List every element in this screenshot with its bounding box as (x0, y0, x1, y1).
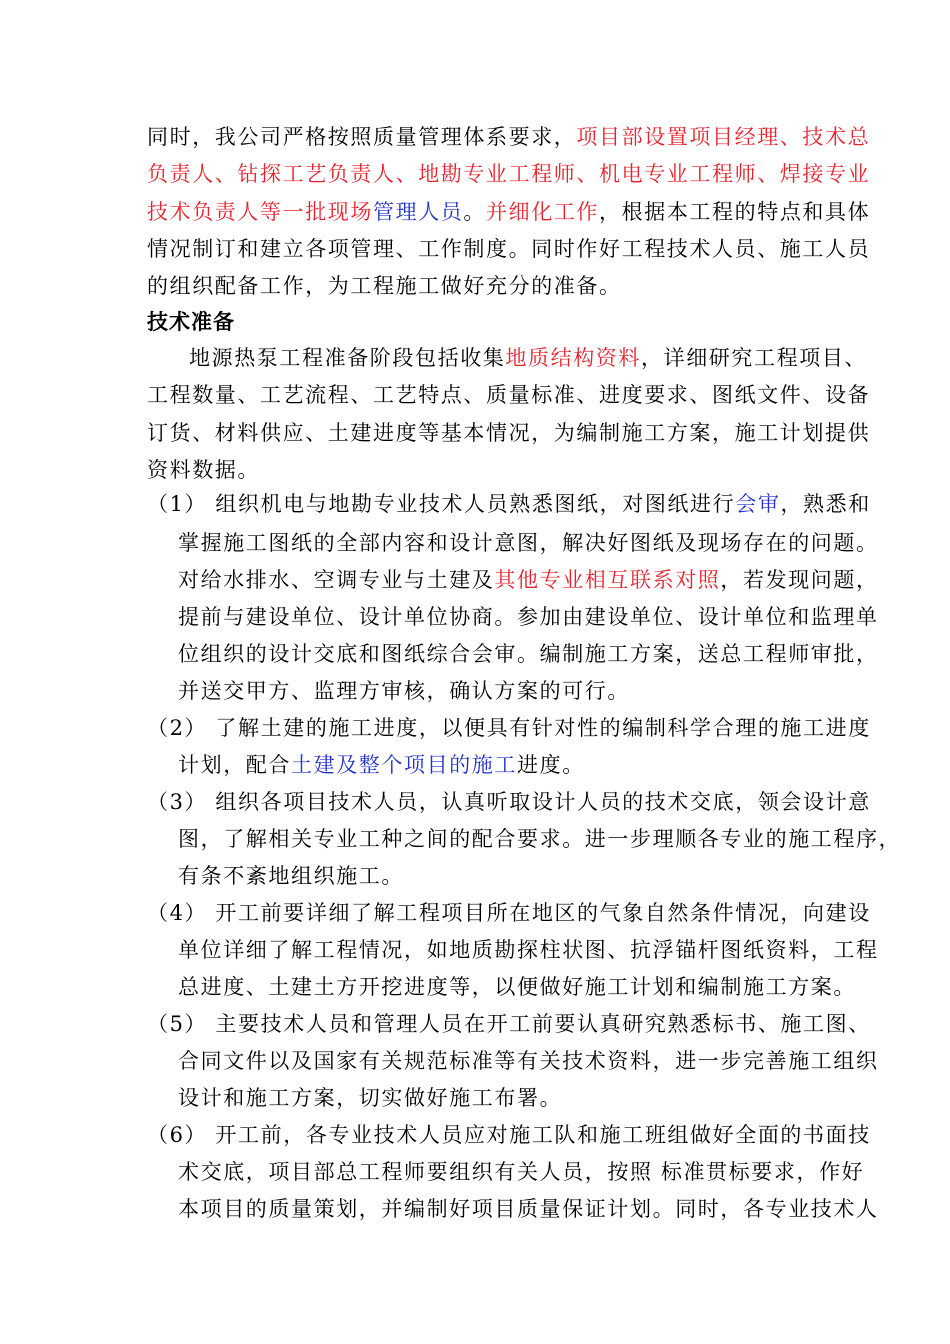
item-1-line-4: 提前与建设单位、设计单位协商。参加由建设单位、设计单位和监理单 (178, 605, 879, 629)
item-5-line-1: （5） 主要技术人员和管理人员在开工前要认真研究熟悉标书、施工图、 (147, 1012, 871, 1036)
item-1-line-1 (147, 491, 871, 517)
tech-text: ，详细研究工程项目、 (641, 346, 868, 370)
tech-line-1 (189, 345, 867, 371)
highlight-red-text: 地质结构资料 (505, 346, 642, 370)
item-5-line-3: 设计和施工方案，切实做好施工布署。 (178, 1086, 563, 1110)
item-text: ，若发现问题， (720, 568, 879, 592)
item-6-line-1: （6） 开工前，各专业技术人员应对施工队和施工班组做好全面的书面技 (147, 1123, 871, 1147)
intro-text: 同时，我公司严格按照质量管理体系要求， (147, 125, 577, 149)
section-heading: 技术准备 (147, 310, 235, 334)
item-3-line-1: （3） 组织各项目技术人员，认真听取设计人员的技术交底，领会设计意 (147, 790, 871, 814)
highlight-blue-text: 会审 (735, 492, 781, 516)
item-2-line-1: （2） 了解土建的施工进度，以便具有针对性的编制科学合理的施工进度 (147, 716, 871, 740)
item-text: （1） 组织机电与地勘专业技术人员熟悉图纸，对图纸进行 (147, 492, 736, 516)
highlight-red-text: 负责人、钻探工艺负责人、地勘专业工程师、机电专业工程师、焊接专业 (147, 162, 871, 186)
item-6-line-3: 本项目的质量策划，并编制好项目质量保证计划。同时，各专业技术人 (178, 1197, 879, 1221)
item-1-line-2: 掌握施工图纸的全部内容和设计意图，解决好图纸及现场存在的问题。 (178, 531, 879, 555)
item-text: ，熟悉和 (780, 492, 871, 516)
highlight-blue-text: 管理人员 (373, 200, 464, 224)
item-text: 计划，配合 (178, 753, 291, 777)
tech-line-2: 工程数量、工艺流程、工艺特点、质量标准、进度要求、图纸文件、设备 (147, 383, 871, 407)
intro-text: ，根据本工程的特点和具体 (599, 200, 871, 224)
intro-line-5: 的组织配备工作，为工程施工做好充分的准备。 (147, 274, 622, 298)
tech-line-4: 资料数据。 (147, 458, 260, 482)
item-1-line-3 (178, 567, 879, 593)
item-1-line-6: 并送交甲方、监理方审核，确认方案的可行。 (178, 679, 630, 703)
highlight-red-text: 并细化工作 (486, 200, 600, 224)
item-5-line-2: 合同文件以及国家有关规范标准等有关技术资料，进一步完善施工组织 (178, 1049, 879, 1073)
highlight-red-text: 项目部设置项目经理、技术总 (576, 125, 871, 149)
item-2-line-2 (178, 752, 585, 778)
item-6-line-2: 术交底，项目部总工程师要组织有关人员，按照 标准贯标要求，作好 (178, 1160, 865, 1184)
intro-text: 。 (463, 200, 487, 224)
highlight-red-text: 技术负责人等一批现场 (147, 200, 373, 224)
highlight-red-text: 其他专业相互联系对照 (494, 568, 721, 592)
intro-line-4: 情况制订和建立各项管理、工作制度。同时作好工程技术人员、施工人员 (147, 237, 871, 261)
item-4-line-2: 单位详细了解工程情况，如地质勘探柱状图、抗浮锚杆图纸资料，工程 (178, 938, 879, 962)
highlight-blue-text: 土建及整个项目的施工 (291, 753, 517, 777)
intro-line-1 (147, 124, 870, 150)
item-1-line-5: 位组织的设计交底和图纸综合会审。编制施工方案，送总工程师审批， (178, 642, 879, 666)
item-4-line-1: （4） 开工前要详细了解工程项目所在地区的气象自然条件情况，向建设 (147, 901, 871, 925)
tech-line-3: 订货、材料供应、土建进度等基本情况，为编制施工方案，施工计划提供 (147, 421, 871, 445)
item-text: 进度。 (517, 753, 585, 777)
intro-line-3 (147, 199, 870, 225)
item-4-line-3: 总进度、土建土方开挖进度等，以便做好施工计划和编制施工方案。 (178, 975, 856, 999)
item-text: 对给水排水、空调专业与土建及 (178, 568, 495, 592)
item-3-line-2: 图，了解相关专业工种之间的配合要求。进一步理顺各专业的施工程序， (178, 827, 902, 851)
intro-line-2 (147, 161, 870, 187)
tech-text: 地源热泵工程准备阶段包括收集 (189, 346, 506, 370)
item-3-line-3: 有条不紊地组织施工。 (178, 864, 404, 888)
